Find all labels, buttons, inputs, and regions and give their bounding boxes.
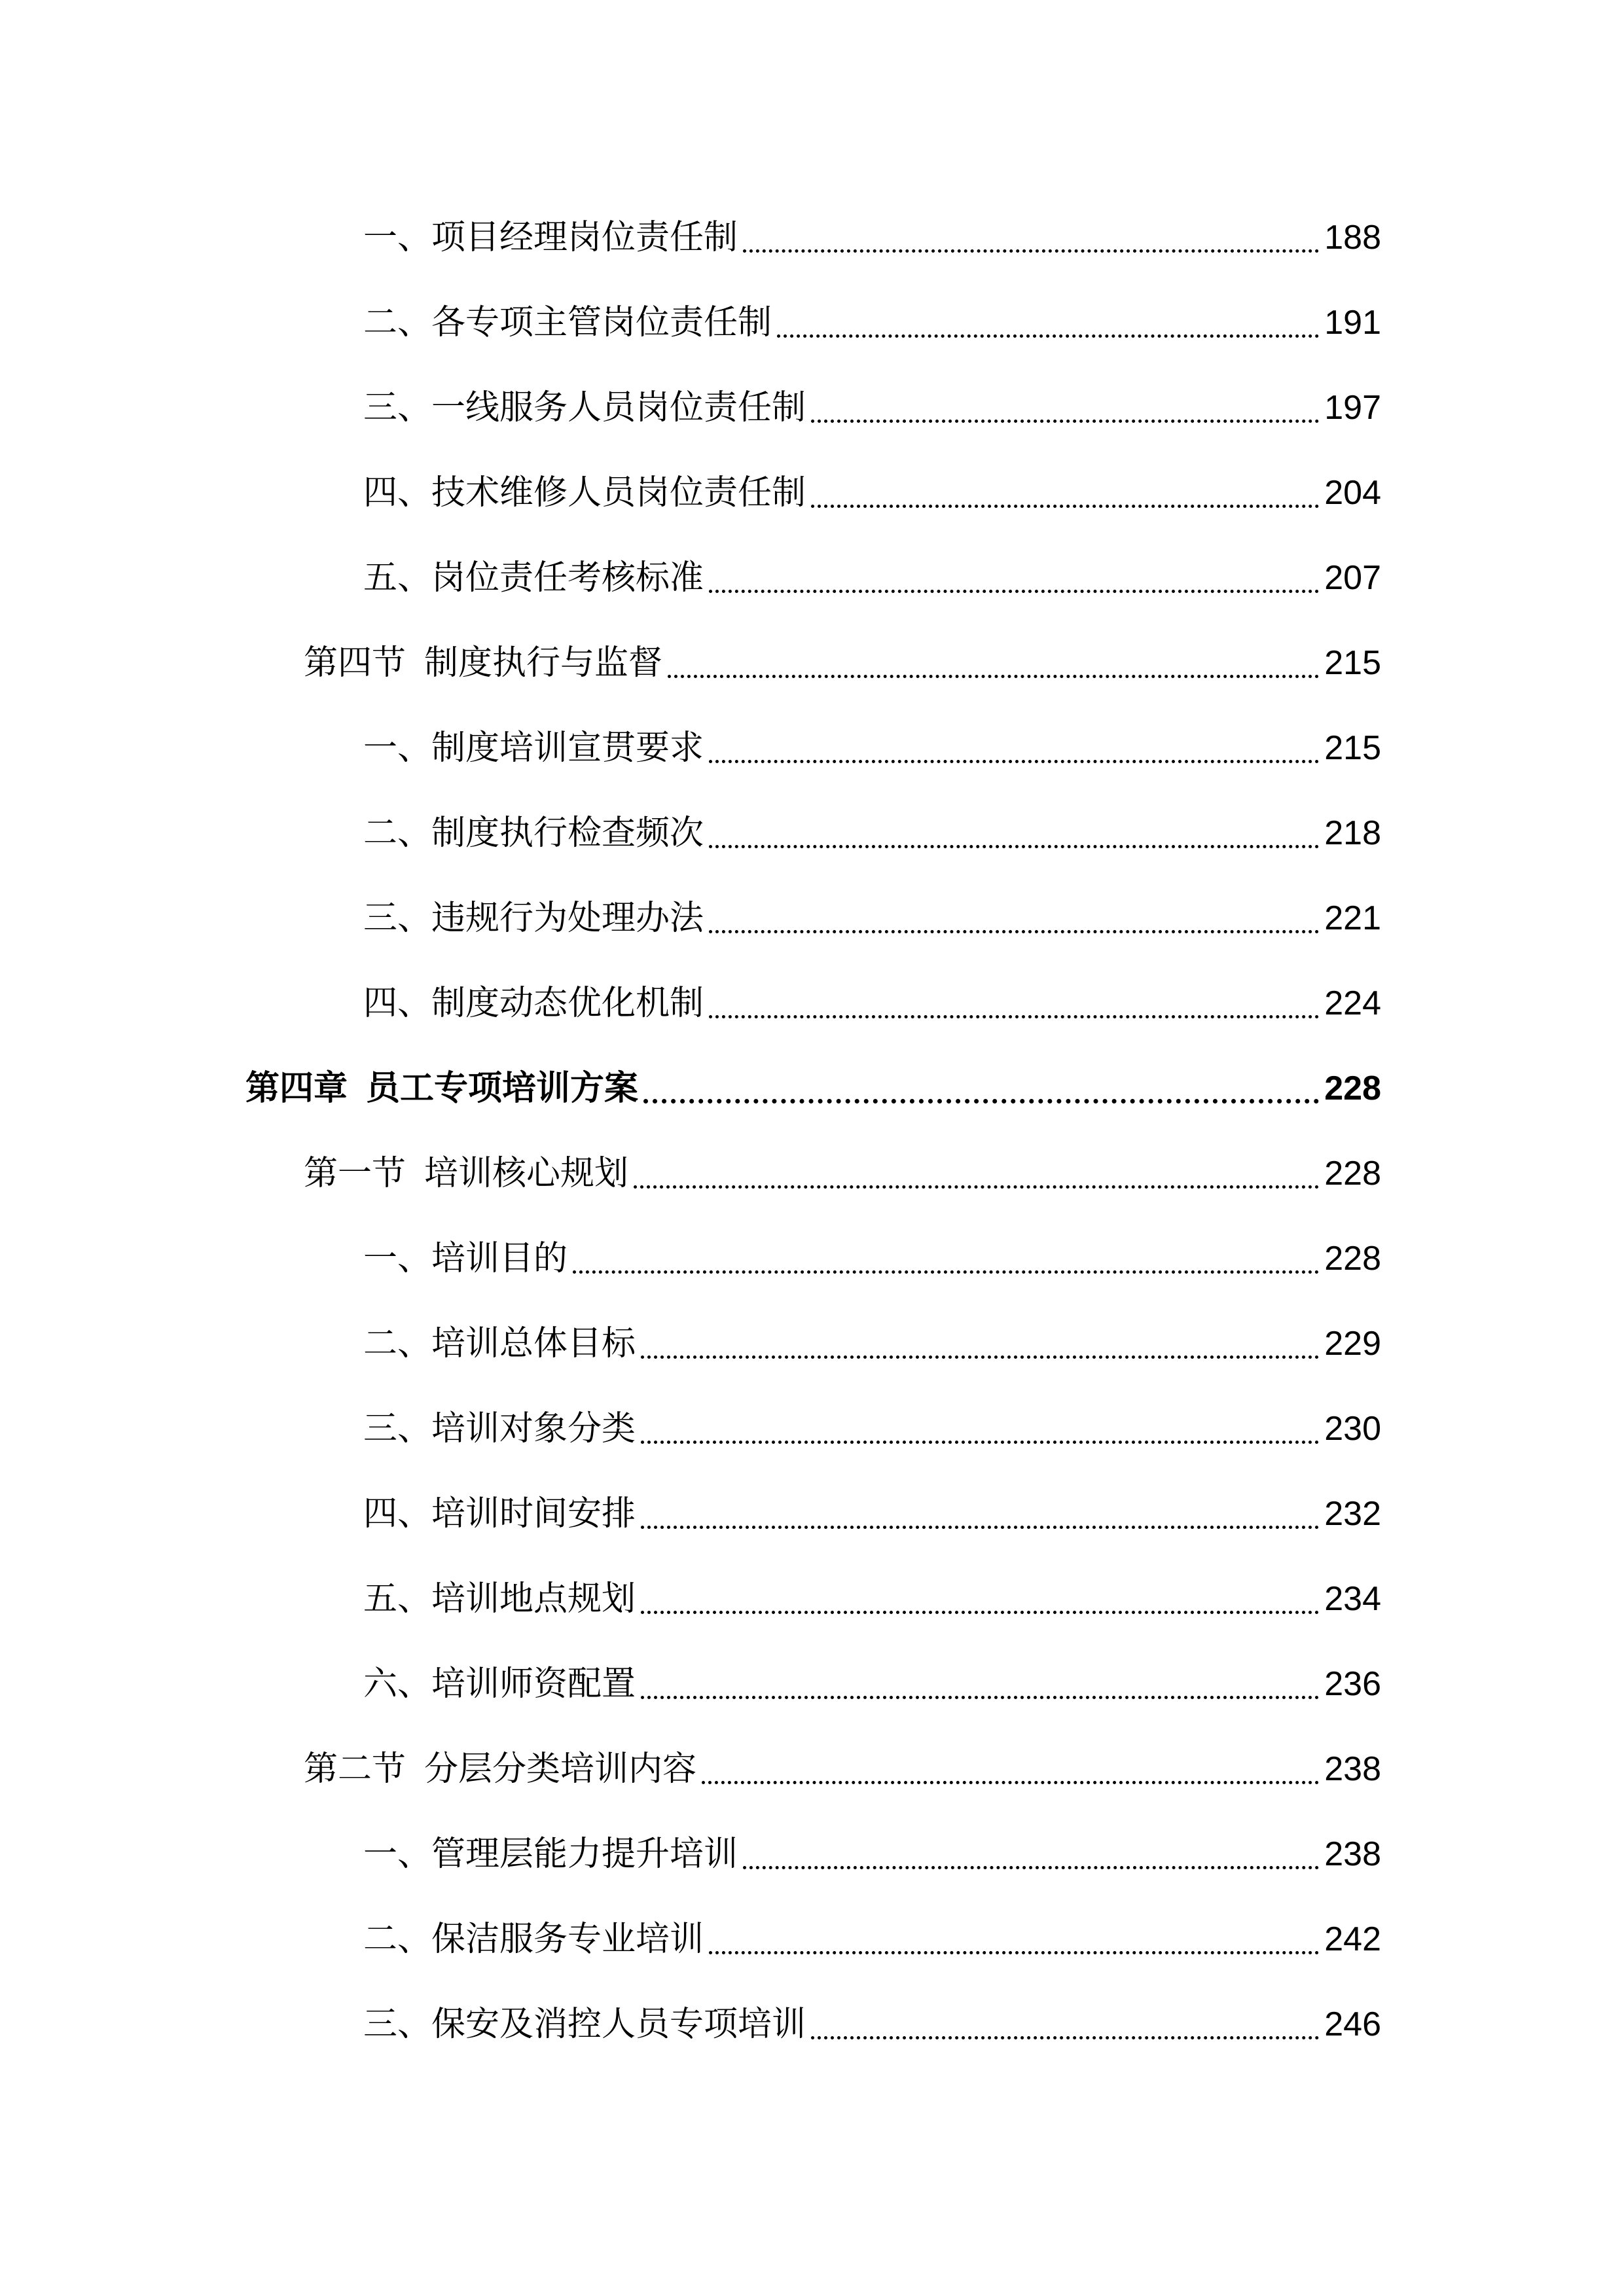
toc-page-number: 218 [1324, 814, 1381, 852]
toc-entry[interactable] [363, 1232, 1381, 1285]
toc-entry-number: 一、 [363, 1239, 432, 1278]
toc-entry-title: 培训对象分类 [431, 1409, 636, 1448]
toc-dot-leader [777, 296, 1319, 349]
toc-dot-leader [743, 211, 1319, 264]
toc-entry-number: 三、 [363, 1409, 432, 1448]
toc-page-number: 204 [1324, 474, 1381, 512]
toc-entry-title: 各专项主管岗位责任制 [431, 303, 772, 342]
toc-dot-leader [634, 1147, 1319, 1200]
toc-page-number: 234 [1324, 1580, 1381, 1618]
toc-entry-number: 三、 [363, 899, 432, 938]
toc-entry-number: 第四节 [304, 643, 406, 683]
toc-entry-title: 培训核心规划 [424, 1154, 629, 1193]
toc-entry[interactable] [304, 637, 1381, 689]
toc-entry-number: 五、 [363, 1579, 432, 1619]
toc-entry-title: 制度执行与监督 [424, 643, 663, 683]
toc-entry[interactable] [363, 1828, 1381, 1880]
toc-page-number: 232 [1324, 1495, 1381, 1533]
toc-entry[interactable] [363, 467, 1381, 519]
toc-entry[interactable] [363, 1318, 1381, 1370]
toc-entry-number: 三、 [363, 388, 432, 427]
toc-entry-number: 六、 [363, 1664, 432, 1704]
toc-entry-title: 培训师资配置 [431, 1664, 636, 1704]
toc-entry[interactable] [363, 892, 1381, 944]
toc-entry-title: 培训目的 [431, 1239, 568, 1278]
toc-dot-leader [743, 1828, 1319, 1880]
toc-entry-title: 一线服务人员岗位责任制 [431, 388, 806, 427]
toc-page-number: 230 [1324, 1410, 1381, 1448]
toc-page-number: 238 [1324, 1835, 1381, 1873]
toc-dot-leader [709, 892, 1319, 944]
toc-entry-number: 四、 [363, 1494, 432, 1534]
toc-entry[interactable] [363, 1658, 1381, 1710]
toc-entry[interactable] [304, 1743, 1381, 1795]
toc-entry[interactable] [363, 552, 1381, 604]
toc-page-number: 188 [1324, 219, 1381, 257]
toc-entry[interactable] [363, 722, 1381, 774]
toc-entry[interactable] [363, 1488, 1381, 1540]
toc-entry-number: 五、 [363, 558, 432, 598]
toc-entry-title: 制度培训宣贯要求 [431, 728, 704, 768]
toc-dot-leader [641, 1403, 1319, 1455]
toc-entry[interactable] [363, 1913, 1381, 1965]
toc-page-number: 215 [1324, 729, 1381, 767]
toc-dot-leader [668, 637, 1319, 689]
toc-entry-number: 第四章 [245, 1069, 348, 1108]
toc-entry-title: 培训时间安排 [431, 1494, 636, 1534]
toc-dot-leader [811, 382, 1319, 434]
toc-page-number: 215 [1324, 644, 1381, 682]
toc-page-number: 224 [1324, 984, 1381, 1022]
toc-entry-number: 一、 [363, 728, 432, 768]
toc-page-number: 228 [1324, 1069, 1381, 1107]
toc-dot-leader [709, 722, 1319, 774]
toc-entry-title: 制度执行检查频次 [431, 814, 704, 853]
toc-entry[interactable] [363, 211, 1381, 264]
toc-entry[interactable] [363, 1403, 1381, 1455]
toc-entry[interactable] [304, 1147, 1381, 1200]
toc-page-number: 246 [1324, 2005, 1381, 2043]
toc-entry-title: 分层分类培训内容 [424, 1749, 697, 1789]
toc-entry-title: 制度动态优化机制 [431, 984, 704, 1023]
toc-page-number: 236 [1324, 1665, 1381, 1703]
toc-entry-number: 四、 [363, 473, 432, 512]
toc-entry[interactable] [363, 1573, 1381, 1625]
toc-dot-leader [709, 552, 1319, 604]
toc-page-number: 238 [1324, 1750, 1381, 1788]
toc-page-number: 228 [1324, 1240, 1381, 1278]
toc-page-number: 197 [1324, 389, 1381, 427]
toc-entry-title: 员工专项培训方案 [366, 1069, 639, 1108]
toc-page-number: 228 [1324, 1155, 1381, 1193]
toc-entry-title: 违规行为处理办法 [431, 899, 704, 938]
toc-dot-leader [641, 1318, 1319, 1370]
toc-entry-title: 岗位责任考核标准 [431, 558, 704, 598]
toc-entry-chapter[interactable] [245, 1062, 1381, 1115]
toc-entry-number: 一、 [363, 218, 432, 257]
toc-entry-title: 培训总体目标 [431, 1324, 636, 1363]
toc-entry-title: 项目经理岗位责任制 [431, 218, 738, 257]
toc-entry[interactable] [363, 1998, 1381, 2051]
toc-entry[interactable] [363, 296, 1381, 349]
toc-entry-number: 二、 [363, 814, 432, 853]
toc-entry-number: 第一节 [304, 1154, 406, 1193]
toc-dot-leader [702, 1743, 1319, 1795]
toc-entry-title: 技术维修人员岗位责任制 [431, 473, 806, 512]
toc-dot-leader [641, 1573, 1319, 1625]
toc-entry[interactable] [363, 807, 1381, 859]
toc-dot-leader [643, 1062, 1319, 1115]
toc-dot-leader [573, 1232, 1319, 1285]
toc-entry-number: 二、 [363, 1324, 432, 1363]
toc-entry[interactable] [363, 977, 1381, 1030]
toc-entry-number: 一、 [363, 1835, 432, 1874]
toc-entry[interactable] [363, 382, 1381, 434]
toc-dot-leader [811, 1998, 1319, 2051]
toc-entry-number: 二、 [363, 303, 432, 342]
toc-dot-leader [709, 1913, 1319, 1965]
toc-dot-leader [709, 807, 1319, 859]
toc-entry-number: 第二节 [304, 1749, 406, 1789]
toc-page-number: 242 [1324, 1920, 1381, 1958]
toc-page-number: 191 [1324, 304, 1381, 342]
toc-page-number: 229 [1324, 1325, 1381, 1363]
toc-dot-leader [811, 467, 1319, 519]
toc-entry-number: 三、 [363, 2005, 432, 2044]
toc-dot-leader [641, 1488, 1319, 1540]
toc-entry-title: 保安及消控人员专项培训 [431, 2005, 806, 2044]
toc-entry-number: 二、 [363, 1920, 432, 1959]
toc-entry-number: 四、 [363, 984, 432, 1023]
toc-entry-title: 保洁服务专业培训 [431, 1920, 704, 1959]
toc-entry-title: 培训地点规划 [431, 1579, 636, 1619]
toc-dot-leader [641, 1658, 1319, 1710]
toc-entry-title: 管理层能力提升培训 [431, 1835, 738, 1874]
toc-dot-leader [709, 977, 1319, 1030]
toc-page-number: 221 [1324, 899, 1381, 937]
toc-page-number: 207 [1324, 559, 1381, 597]
